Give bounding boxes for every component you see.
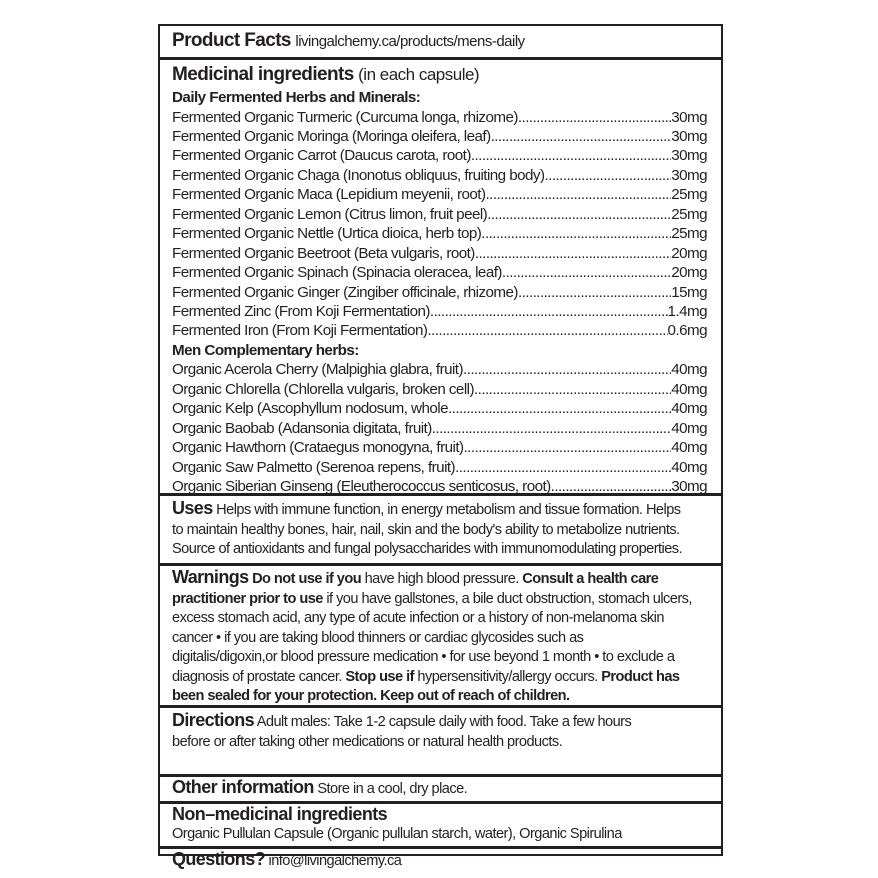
directions-line-1: Adult males: Take 1-2 capsule daily with food. Take a few hours	[256, 714, 632, 730]
group2-title: Men Complementary herbs:	[172, 341, 359, 359]
group1-title: Daily Fermented Herbs and Minerals:	[172, 89, 421, 106]
leader-dots	[544, 166, 671, 186]
ingredient-row	[172, 166, 707, 186]
ingredient-row	[172, 224, 707, 244]
questions-section	[160, 846, 721, 876]
ingredient-amount: 20mg	[671, 244, 707, 262]
ingredient-row	[172, 108, 707, 128]
ingredient-row	[172, 321, 707, 341]
ingredient-row	[172, 458, 707, 478]
warnings-l2-bold-1: practitioner prior to use	[172, 590, 323, 607]
directions-section	[160, 705, 721, 774]
warnings-l2-text-1: if you have gallstones, a bile duct obstruction, stomach ulcers,	[322, 590, 692, 607]
medicinal-subtitle: (in each capsule)	[358, 65, 480, 84]
ingredient-amount: 30mg	[671, 127, 707, 145]
questions-email: info@livingalchemy.ca	[268, 853, 402, 869]
warnings-l1-bold-1: Do not use if you	[252, 571, 362, 587]
ingredient-row	[172, 302, 707, 322]
ingredient-amount: 1.4mg	[667, 303, 707, 320]
other-info-section	[160, 774, 721, 801]
ingredient-amount: 30mg	[671, 147, 707, 165]
leader-dots	[448, 399, 671, 419]
ingredient-name: Fermented Organic Turmeric (Curcuma longa, rhizome)	[172, 108, 518, 126]
ingredient-name: Organic Baobab (Adansonia digitata, fruit)	[172, 419, 432, 437]
ingredient-amount: 25mg	[671, 225, 707, 243]
leader-dots	[432, 419, 671, 439]
leader-dots	[502, 263, 671, 283]
ingredient-name: Organic Kelp (Ascophyllum nodosum, whole	[172, 400, 448, 418]
ingredient-amount: 40mg	[671, 400, 707, 418]
ingredient-amount: 30mg	[671, 108, 707, 126]
warnings-line-7: been sealed for your protection. Keep out of reach of children.	[172, 688, 570, 704]
ingredient-row	[172, 438, 707, 458]
ingredient-name: Fermented Organic Ginger (Zingiber officinale, rhizome)	[172, 283, 518, 301]
ingredient-name: Fermented Organic Maca (Lepidium meyenii, root)	[172, 186, 486, 204]
ingredient-amount: 40mg	[671, 419, 707, 437]
directions-line-2: before or after taking other medications or natural health products.	[172, 733, 563, 750]
ingredient-amount: 30mg	[671, 478, 707, 496]
warnings-l6-text-2: hypersensitivity/allergy occurs.	[413, 668, 602, 685]
questions-title: Questions?	[172, 849, 266, 869]
ingredient-amount: 25mg	[671, 205, 707, 223]
leader-dots	[455, 458, 671, 478]
nonmedicinal-title: Non–medicinal ingredients	[172, 804, 388, 824]
other-info-text: Store in a cool, dry place.	[317, 781, 468, 797]
ingredient-row	[172, 244, 707, 264]
ingredient-row	[172, 205, 707, 225]
other-info-title: Other information	[172, 777, 314, 797]
warnings-l6-bold-2: Product has	[601, 668, 680, 685]
ingredient-row	[172, 127, 707, 147]
ingredient-amount: 40mg	[671, 458, 707, 476]
warnings-l1-bold-2: Consult a health care	[522, 571, 659, 587]
warnings-line-5: digitalis/digoxin,or blood pressure medication • for use beyond 1 month • to exclude a	[172, 649, 675, 665]
facts-title: Product Facts	[172, 30, 291, 51]
ingredient-row	[172, 283, 707, 303]
leader-dots	[427, 321, 667, 341]
leader-dots	[485, 185, 671, 205]
leader-dots	[474, 380, 671, 400]
directions-title: Directions	[172, 710, 255, 730]
facts-url: livingalchemy.ca/products/mens-daily	[295, 33, 525, 50]
ingredient-amount: 40mg	[671, 380, 707, 398]
leader-dots	[464, 438, 672, 458]
warnings-l6-bold-1: Stop use if	[345, 668, 414, 685]
uses-line-2: to maintain healthy bones, hair, nail, skin and the body's ability to metabolize nutrients.	[172, 521, 680, 538]
warnings-l6-text-1: diagnosis of prostate cancer.	[172, 668, 346, 685]
leader-dots	[430, 302, 668, 322]
ingredient-name: Fermented Organic Lemon (Citrus limon, fruit peel)	[172, 205, 488, 223]
medicinal-section	[160, 57, 721, 496]
ingredient-name: Fermented Zinc (From Koji Fermentation)	[172, 303, 430, 320]
ingredient-name: Fermented Organic Chaga (Inonotus obliquus, fruiting body)	[172, 166, 545, 184]
ingredient-name: Organic Acerola Cherry (Malpighia glabra, fruit)	[172, 361, 463, 379]
ingredient-row	[172, 185, 707, 205]
warnings-l1-text-1: have high blood pressure.	[361, 571, 523, 587]
ingredient-amount: 15mg	[671, 283, 707, 301]
warnings-line-4: cancer • if you are taking blood thinners or cardiac glycosides such as	[172, 629, 584, 646]
ingredient-amount: 40mg	[671, 361, 707, 379]
leader-dots	[463, 360, 671, 380]
ingredient-amount: 0.6mg	[667, 322, 707, 340]
leader-dots	[491, 127, 672, 147]
ingredient-name: Fermented Organic Nettle (Urtica dioica, herb top)	[172, 225, 482, 243]
ingredient-name: Fermented Organic Moringa (Moringa oleifera, leaf)	[172, 127, 491, 145]
uses-section	[160, 493, 721, 563]
ingredient-name: Fermented Organic Beetroot (Beta vulgaris, root)	[172, 244, 475, 262]
ingredient-row	[172, 263, 707, 283]
ingredient-amount: 30mg	[671, 166, 707, 184]
nonmedicinal-section	[160, 801, 721, 846]
ingredient-name: Organic Siberian Ginseng (Eleutherococcus senticosus, root)	[172, 478, 551, 496]
uses-title: Uses	[172, 498, 213, 518]
warnings-section	[160, 563, 721, 705]
ingredient-row	[172, 419, 707, 439]
ingredient-amount: 40mg	[671, 439, 707, 457]
leader-dots	[481, 224, 671, 244]
ingredient-row	[172, 380, 707, 400]
ingredient-name: Fermented Organic Spinach (Spinacia oleracea, leaf)	[172, 264, 502, 282]
uses-line-3: Source of antioxidants and fungal polysaccharides with immunomodulating properties.	[172, 541, 683, 557]
medicinal-title: Medicinal ingredients	[172, 64, 354, 85]
leader-dots	[518, 108, 671, 128]
nonmedicinal-text: Organic Pullulan Capsule (Organic pullulan starch, water), Organic Spirulina	[172, 825, 622, 842]
warnings-line-3: excess stomach acid, any type of acute infection or a history of non-melanoma skin	[172, 610, 664, 626]
ingredient-name: Organic Chlorella (Chlorella vulgaris, broken cell)	[172, 380, 474, 398]
ingredient-row	[172, 146, 707, 166]
ingredient-row	[172, 360, 707, 380]
ingredient-amount: 25mg	[671, 186, 707, 204]
ingredient-name: Fermented Iron (From Koji Fermentation)	[172, 322, 428, 340]
ingredient-row	[172, 399, 707, 419]
leader-dots	[471, 146, 671, 166]
leader-dots	[518, 283, 671, 303]
facts-header-section	[160, 26, 721, 57]
warnings-title: Warnings	[172, 567, 249, 587]
ingredient-name: Organic Saw Palmetto (Serenoa repens, fruit)	[172, 458, 456, 476]
leader-dots	[487, 205, 671, 225]
ingredient-name: Organic Hawthorn (Crataegus monogyna, fruit)	[172, 439, 464, 457]
ingredient-amount: 20mg	[671, 264, 707, 282]
ingredient-name: Fermented Organic Carrot (Daucus carota, root)	[172, 147, 471, 165]
product-facts-label	[158, 24, 723, 869]
uses-line-1: Helps with immune function, in energy metabolism and tissue formation. Helps	[216, 502, 681, 518]
leader-dots	[475, 244, 671, 264]
